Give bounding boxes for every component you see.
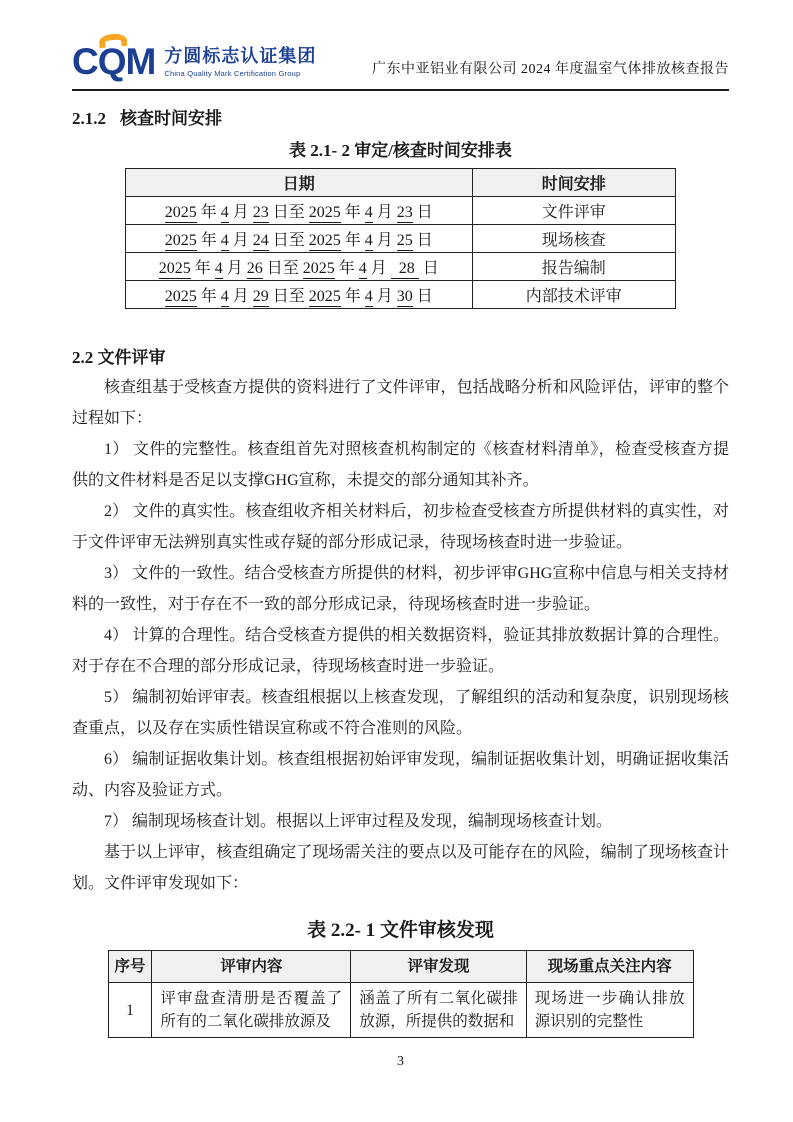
schedule-header-activity: 时间安排	[472, 169, 676, 197]
body-paragraph: 2） 文件的真实性。核查组收齐相关材料后，初步检查受核查方所提供材料的真实性，对于文件评审无法辨别真实性或存疑的部分形成记录，待现场核查时进一步验证。	[72, 503, 729, 551]
date-cell: 2025 年 4 月 26 日至 2025 年 4 月 28 日	[126, 253, 473, 281]
cqm-logo	[72, 42, 316, 80]
logo-names	[164, 42, 316, 80]
activity-cell: 报告编制	[472, 253, 676, 281]
body-paragraph: 3） 文件的一致性。结合受核查方所提供的材料，初步评审GHG宣称中信息与相关支持材料的一致性，对于存在不一致的部分形成记录，待现场核查时进一步验证。	[72, 565, 729, 613]
date-cell: 2025 年 4 月 23 日至 2025 年 4 月 23 日	[126, 197, 473, 225]
page-number: 3	[397, 1054, 404, 1069]
body-paragraph: 7） 编制现场核查计划。根据以上评审过程及发现，编制现场核查计划。	[104, 813, 613, 830]
logo-name-cn: 方圆标志认证集团	[164, 46, 317, 66]
report-title: 广东中亚铝业有限公司 2024 年度温室气体排放核查报告	[372, 62, 729, 77]
activity-cell: 现场核查	[472, 225, 676, 253]
body-text	[72, 372, 729, 899]
findings-index-cell: 1	[108, 983, 152, 1038]
schedule-header-row	[126, 169, 676, 197]
section-heading-2-2: 2.2 文件评审	[72, 348, 166, 367]
findings-cell: 评审盘查清册是否覆盖了所有的二氧化碳排放源及	[152, 983, 351, 1038]
body-paragraph: 4） 计算的合理性。结合受核查方提供的相关数据资料，验证其排放数据计算的合理性。对于存在不合理的部分形成记录，待现场核查时进一步验证。	[72, 627, 729, 675]
logo-acronym: CQM	[72, 40, 156, 82]
findings-header-content: 评审内容	[152, 951, 351, 983]
findings-header-onsite: 现场重点关注内容	[526, 951, 693, 983]
logo-name-en: China Quality Mark Certification Group	[164, 69, 301, 78]
schedule-row	[126, 281, 676, 309]
body-paragraph: 基于以上评审，核查组确定了现场需关注的要点以及可能存在的风险，编制了现场核查计划。文件评审发现如下：	[72, 844, 729, 892]
header-rule	[72, 89, 729, 91]
date-cell: 2025 年 4 月 29 日至 2025 年 4 月 30 日	[126, 281, 473, 309]
cqm-logo-mark	[72, 40, 156, 82]
schedule-header-date: 日期	[126, 169, 473, 197]
findings-cell: 现场进一步确认排放源识别的完整性	[526, 983, 693, 1038]
body-paragraph: 1） 文件的完整性。核查组首先对照核查机构制定的《核查材料清单》，检查受核查方提供的文件材料是否足以支撑GHG宣称，未提交的部分通知其补齐。	[72, 441, 729, 489]
activity-cell: 内部技术评审	[472, 281, 676, 309]
body-paragraph: 5） 编制初始评审表。核查组根据以上核查发现，了解组织的活动和复杂度，识别现场核查重点，以及存在实质性错误宣称或不符合准则的风险。	[72, 689, 729, 737]
schedule-row	[126, 225, 676, 253]
page-header	[72, 0, 729, 80]
findings-row	[108, 983, 693, 1038]
section-heading-2-1-2	[72, 104, 729, 129]
findings-header-finding: 评审发现	[351, 951, 527, 983]
section-number: 2.1.2	[72, 109, 106, 128]
body-paragraph: 核查组基于受核查方提供的资料进行了文件评审，包括战略分析和风险评估，评审的整个过程如下：	[72, 379, 729, 427]
schedule-table-caption: 表 2.1- 2 审定/核查时间安排表	[289, 141, 512, 160]
findings-header-row	[108, 951, 693, 983]
schedule-row	[126, 253, 676, 281]
findings-cell: 涵盖了所有二氧化碳排放源，所提供的数据和	[351, 983, 527, 1038]
activity-cell: 文件评审	[472, 197, 676, 225]
findings-table	[108, 950, 694, 1038]
date-cell: 2025 年 4 月 24 日至 2025 年 4 月 25 日	[126, 225, 473, 253]
schedule-row	[126, 197, 676, 225]
schedule-table	[125, 168, 676, 309]
findings-header-index: 序号	[108, 951, 152, 983]
logo-arc-icon	[98, 32, 127, 47]
section-title: 核查时间安排	[120, 109, 222, 128]
findings-table-caption: 表 2.2- 1 文件审核发现	[307, 920, 494, 941]
body-paragraph: 6） 编制证据收集计划。核查组根据初始评审发现，编制证据收集计划，明确证据收集活动、内容及验证方式。	[72, 751, 729, 799]
